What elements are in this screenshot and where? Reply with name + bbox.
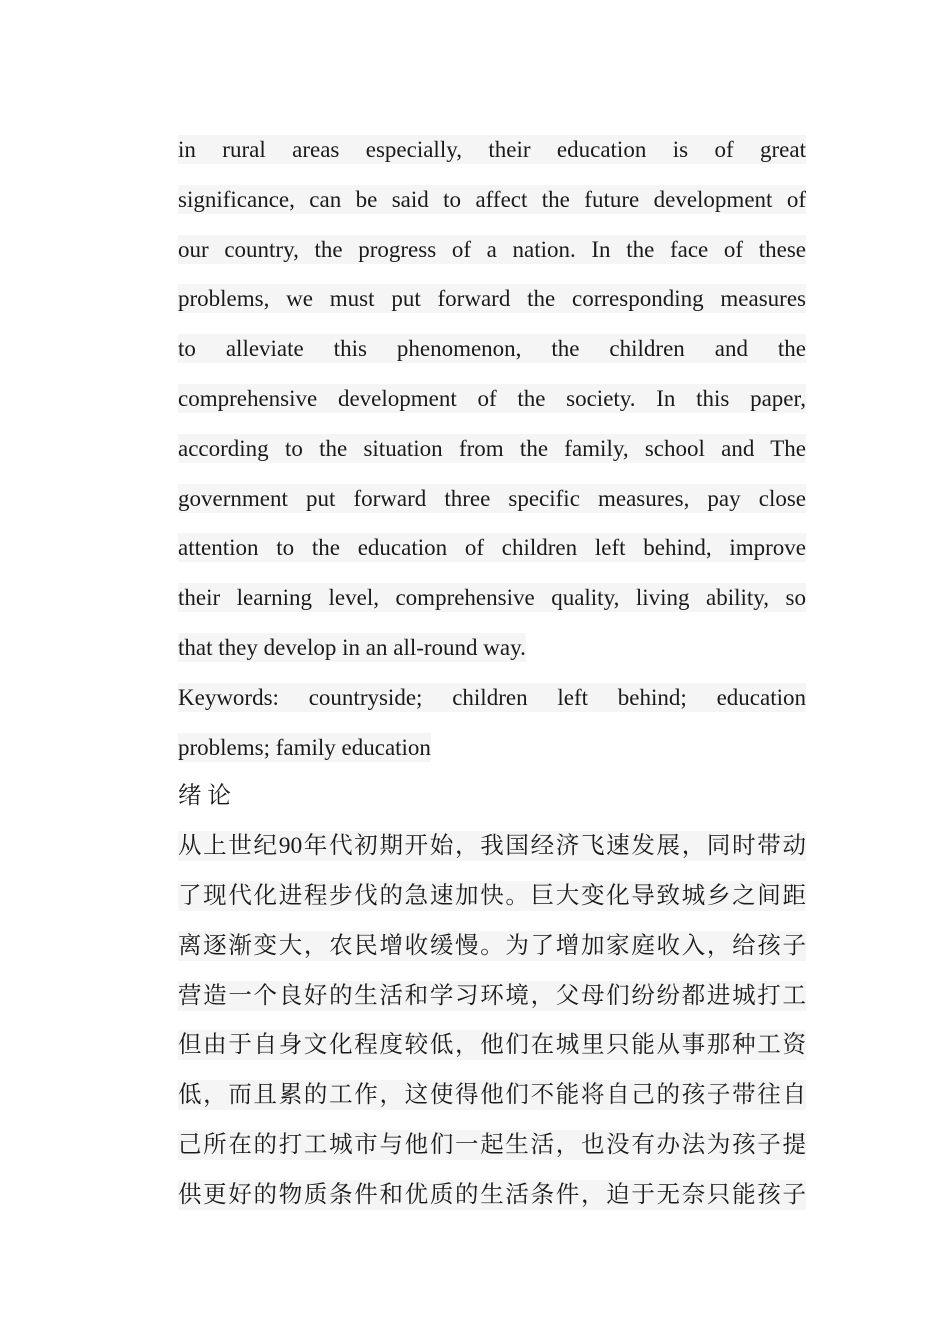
body-line: 供更好的物质条件和优质的生活条件，迫于无奈只能孩子: [178, 1181, 806, 1208]
abstract-line: to alleviate this phenomenon, the children and the: [178, 336, 806, 362]
body-line: 了现代化进程步伐的急速加快。巨大变化导致城乡之间距: [178, 882, 806, 909]
abstract-line: their learning level, comprehensive quality, living ability, so: [178, 585, 806, 611]
section-heading: 绪 论: [178, 783, 231, 810]
body-line: 低，而且累的工作，这使得他们不能将自己的孩子带往自: [178, 1082, 806, 1109]
keywords-line: Keywords: countryside; children left behind; education: [178, 684, 806, 710]
body-line: 离逐渐变大，农民增收缓慢。为了增加家庭收入，给孩子: [178, 932, 806, 959]
abstract-line: problems, we must put forward the corresponding measures: [178, 286, 806, 312]
abstract-line: our country, the progress of a nation. In the face of these: [178, 236, 806, 262]
abstract-line: in rural areas especially, their education is of great: [178, 137, 806, 162]
body-line: 但由于自身文化程度较低，他们在城里只能从事那种工资: [178, 1032, 806, 1059]
abstract-line: according to the situation from the family, school and The: [178, 435, 806, 461]
abstract-line: significance, can be said to affect the future development of: [178, 186, 806, 212]
abstract-line: government put forward three specific measures, pay close: [178, 485, 806, 511]
abstract-line: comprehensive development of the society. In this paper,: [178, 385, 806, 411]
body-line: 从上世纪90年代初期开始，我国经济飞速发展，同时带动: [178, 833, 806, 860]
body-line: 营造一个良好的生活和学习环境，父母们纷纷都进城打工: [178, 982, 806, 1009]
abstract-line: attention to the education of children left behind, improve: [178, 535, 806, 561]
keywords-line-last: problems; family education: [178, 734, 431, 760]
body-line: 己所在的打工城市与他们一起生活，也没有办法为孩子提: [178, 1131, 806, 1158]
document-body: [178, 125, 806, 1221]
abstract-line-last: that they develop in an all-round way.: [178, 634, 526, 660]
